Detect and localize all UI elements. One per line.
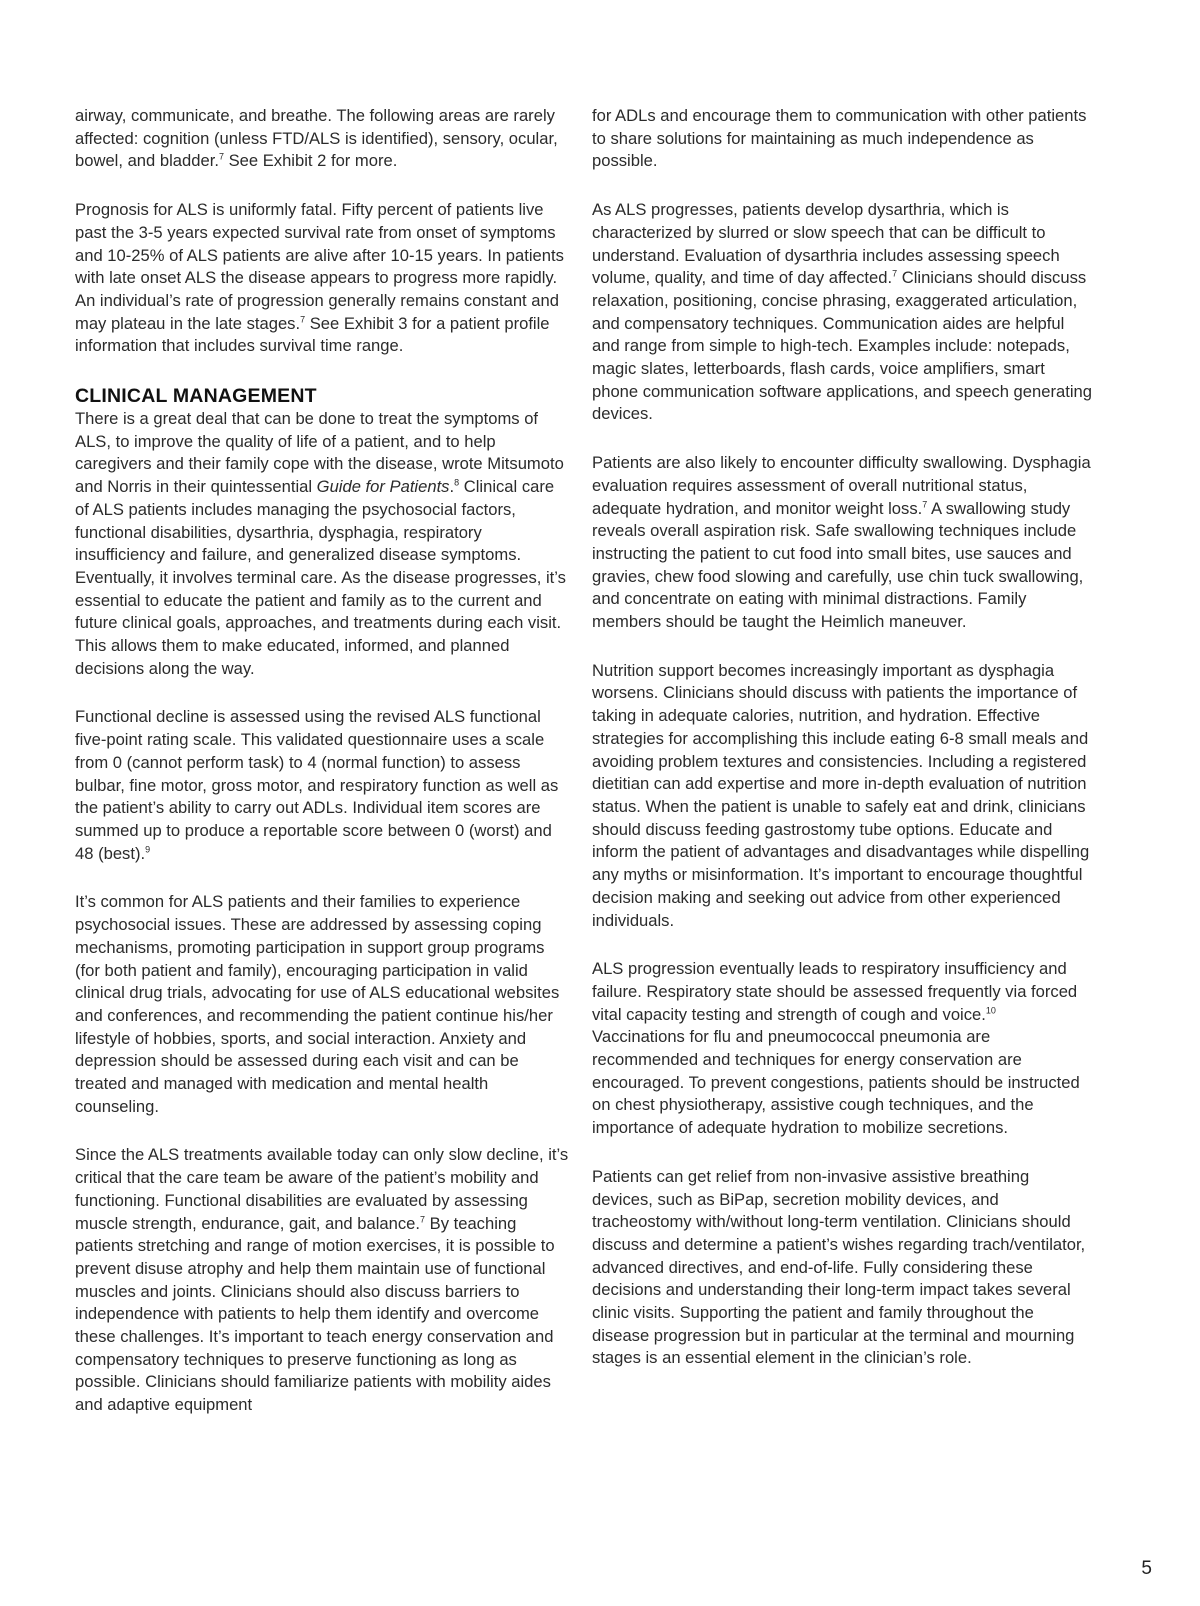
paragraph-text: See Exhibit 3 for a patient profile information that includes survival time range. bbox=[75, 313, 550, 356]
left-column bbox=[75, 105, 570, 1443]
paragraph-end-of-life: Patients can get relief from non-invasive assistive breathing devices, such as BiPap, secretion mobility devices, and tracheostomy with/without long-term ventilation. Clinicians should discuss and determine a patient’s wishes regarding trach/ventilator, advanced directives, and end-of-life. Fully considering these decisions and understanding their long-term impact takes several clinic visits. Supporting the patient and family throughout the disease progression but in particular at the terminal and mourning stages is an essential element in the clinician’s role. bbox=[592, 1166, 1086, 1368]
paragraph-text: . bbox=[449, 477, 455, 497]
paragraph-mobility bbox=[75, 1144, 570, 1416]
paragraph-affected-areas bbox=[75, 105, 570, 173]
paragraph-text: Prognosis for ALS is uniformly fatal. Fifty percent of patients live past the 3-5 years expected survival rate from onset of symptoms and 10-25% of ALS patients are alive after 10-15 years. In patients with late onset ALS the disease appears to progress more rapidly. An individual’s rate of progression generally remains constant and may plateau in the late stages. bbox=[75, 200, 564, 333]
citation-ref: 7 bbox=[218, 151, 224, 162]
right-column bbox=[592, 105, 1092, 1396]
book-title: Guide for Patients bbox=[316, 477, 450, 497]
citation-ref: 8 bbox=[454, 477, 460, 488]
paragraph-text: Functional decline is assessed using the revised ALS functional five-point rating scale. This validated questionnaire uses a scale from 0 (cannot perform task) to 4 (normal function) to assess bulbar, fine motor, gross motor, and respiratory function as well as the patient’s ability to carry out ADLs. Individual item scores are summed up to produce a reportable score between 0 (worst) and 48 (best). bbox=[75, 707, 559, 863]
citation-ref: 7 bbox=[420, 1214, 426, 1224]
citation-ref: 7 bbox=[922, 499, 928, 510]
citation-ref: 7 bbox=[892, 268, 898, 279]
paragraph-text: Patients are also likely to encounter difficulty swallowing. Dysphagia evaluation requires assessment of overall nutritional status, adequate hydration, and monitor weight loss. bbox=[592, 453, 1091, 518]
paragraph-text: Clinicians should discuss relaxation, positioning, concise phrasing, exaggerated articulation, and compensatory techniques. Communication aides are helpful and range from simple to high-tech. Examples include: notepads, magic slates, letterboards, flash cards, voice amplifiers, smart phone communication software applications, and speech generating devices. bbox=[592, 268, 1092, 424]
paragraph-text: There is a great deal that can be done to treat the symptoms of ALS, to improve the quality of life of a patient, and to help caregivers and their family cope with the disease, wrote Mitsumoto and Norris in their quintessential bbox=[75, 409, 564, 497]
paragraph-dysphagia bbox=[592, 452, 1092, 634]
paragraph-text: As ALS progresses, patients develop dysarthria, which is characterized by slurred or slow speech that can be difficult to understand. Evaluation of dysarthria includes assessing speech volume, quality, and time of day affected. bbox=[592, 200, 1060, 288]
paragraph-adls: for ADLs and encourage them to communication with other patients to share solutions for maintaining as much independence as possible. bbox=[592, 106, 1087, 171]
page-number: 5 bbox=[1141, 1558, 1152, 1579]
paragraph-psychosocial: It’s common for ALS patients and their families to experience psychosocial issues. These are addressed by assessing coping mechanisms, promoting participation in support group programs (for both patient and family), encouraging participation in valid clinical drug trials, advocating for use of ALS educational websites and conferences, and recommending the patient continue his/her lifestyle of hobbies, sports, and social interaction. Anxiety and depression should be assessed during each visit and can be treated and managed with medication and mental health counseling. bbox=[75, 892, 560, 1116]
paragraph-prognosis bbox=[75, 199, 570, 358]
paragraph-respiratory bbox=[592, 958, 1092, 1140]
paragraph-text: A swallowing study reveals overall aspiration risk. Safe swallowing techniques include instructing the patient to cut food into small bites, use sauces and gravies, chew food slowing and carefully, use chin tuck swallowing, and concentrate on eating with minimal distractions. Family members should be taught the Heimlich maneuver. bbox=[592, 498, 1084, 632]
paragraph-dysarthria bbox=[592, 199, 1092, 426]
paragraph-text: Clinical care of ALS patients includes managing the psychosocial factors, functional disabilities, dysarthria, dysphagia, respiratory insufficiency and failure, and generalized disease symptoms. Eventually, it involves terminal care. As the disease progresses, it’s essential to educate the patient and family as to the current and future clinical goals, approaches, and treatments during each visit. This allows them to make educated, informed, and planned decisions along the way. bbox=[75, 477, 566, 678]
citation-ref: 7 bbox=[300, 314, 306, 325]
paragraph-text: By teaching patients stretching and range of motion exercises, it is possible to prevent disuse atrophy and help them maintain use of functional muscles and joints. Clinicians should also discuss barriers to independence with patients to help them identify and overcome these challenges. It’s important to teach energy conservation and compensatory techniques to preserve functioning as long as possible. Clinicians should familiarize patients with mobility aides and adaptive equipment bbox=[75, 1213, 555, 1415]
paragraph-text: Since the ALS treatments available today can only slow decline, it’s critical that the care team be aware of the patient’s mobility and functioning. Functional disabilities are evaluated by assessing muscle strength, endurance, gait, and balance. bbox=[75, 1145, 569, 1233]
citation-ref: 10 bbox=[985, 1005, 996, 1016]
paragraph-functional-decline bbox=[75, 706, 570, 865]
paragraph-text: Vaccinations for flu and pneumococcal pneumonia are recommended and techniques for energy conservation are encouraged. To prevent congestions, patients should be instructed on chest physiotherapy, assistive cough techniques, and the importance of adequate hydration to mobilize secretions. bbox=[592, 1027, 1080, 1138]
paragraph-text: See Exhibit 2 for more. bbox=[223, 151, 398, 171]
paragraph-text: airway, communicate, and breathe. The following areas are rarely affected: cognition (unless FTD/ALS is identified), sensory, ocular, bowel, and bladder. bbox=[75, 106, 558, 171]
paragraph-clinical-care bbox=[75, 408, 570, 680]
paragraph-text: ALS progression eventually leads to respiratory insufficiency and failure. Respiratory state should be assessed frequently via forced vital capacity testing and strength of cough and voice. bbox=[592, 959, 1078, 1024]
section-heading: CLINICAL MANAGEMENT bbox=[75, 385, 317, 408]
citation-ref: 9 bbox=[145, 844, 151, 855]
paragraph-nutrition: Nutrition support becomes increasingly important as dysphagia worsens. Clinicians should discuss with patients the importance of taking in adequate calories, nutrition, and hydration. Effective strategies for accomplishing this include eating 6-8 small meals and avoiding problem textures and consistencies. Including a registered dietitian can add expertise and more in-depth evaluation of nutrition status. When the patient is unable to safely eat and drink, clinicians should discuss feeding gastrostomy tube options. Educate and inform the patient of advantages and disadvantages while dispelling any myths or misinformation. It’s important to encourage thoughtful decision making and seeking out advice from other experienced individuals. bbox=[592, 660, 1090, 930]
